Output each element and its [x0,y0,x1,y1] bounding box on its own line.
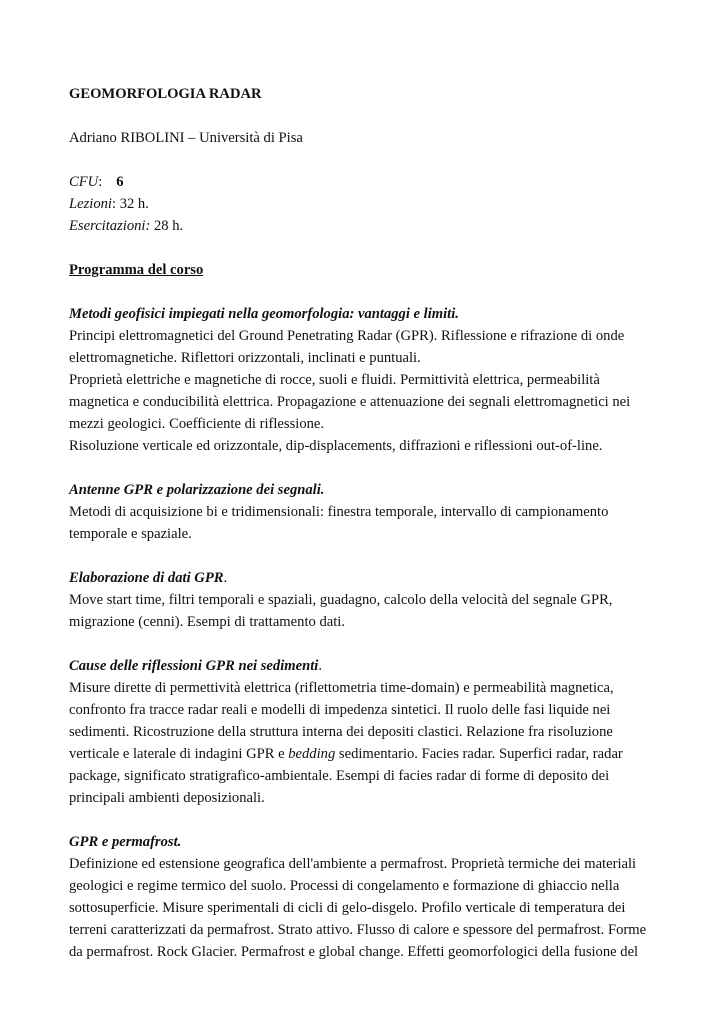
author-line: Adriano RIBOLINI – Università di Pisa [69,130,303,146]
section-paragraph: Definizione ed estensione geografica dell'ambiente a permafrost. Proprietà termiche dei materiali geologici e regime termico del suolo. Processi di congelamento e formazione di ghiaccio nella sottosuperficie. Misure sperimentali di cicli di gelo-disgelo. Profilo verticale di temperatura dei terreni caratterizzati da permafrost. Strato attivo. Flusso di calore e spessore del permafrost. Forme da permafrost. Rock Glacier. Permafrost e global change. Effetti geomorfologici della fusione del [69,856,647,960]
section-paragraph: Proprietà elettriche e magnetiche di rocce, suoli e fluidi. Permittività elettrica, permeabilità magnetica e conducibilità elettrica. Propagazione e attenuazione dei segnali elettromagnetici nei mezzi geologici. Coefficiente di riflessione. [69,372,631,432]
cfu-line: CFU: 6 [69,174,124,190]
section-heading-line: Elaborazione di dati GPR. [69,570,228,586]
section-heading: Antenne GPR e polarizzazione dei segnali. [69,482,325,498]
section-metodi-geofisici [69,303,659,457]
program-heading: Programma del corso [69,262,204,278]
cfu-value: 6 [116,174,124,190]
section-heading: Elaborazione di dati GPR [69,570,224,586]
section-paragraph: Risoluzione verticale ed orizzontale, dip-displacements, diffrazioni e riflessioni out-of-line. [69,438,603,454]
lezioni-value: 32 h. [119,196,149,212]
esercitazioni-label: Esercitazioni: [69,218,151,234]
section-heading: Metodi geofisici impiegati nella geomorfologia: vantaggi e limiti. [69,306,459,322]
section-paragraph: Move start time, filtri temporali e spaziali, guadagno, calcolo della velocità del segnale GPR, migrazione (cenni). Esempi di trattamento dati. [69,592,613,630]
section-heading: GPR e permafrost. [69,834,182,850]
lezioni-label: Lezioni [69,196,112,212]
document-title: GEOMORFOLOGIA RADAR [69,86,262,102]
section-heading-line: Cause delle riflessioni GPR nei sedimenti. [69,658,322,674]
section-heading-line [69,303,659,325]
section-paragraph: Metodi di acquisizione bi e tridimensionali: finestra temporale, intervallo di campionamento temporale e spaziale. [69,504,609,542]
document-page [69,83,659,985]
italic-term: bedding [288,746,336,762]
section-heading-line [69,831,659,853]
cfu-label: CFU [69,174,99,190]
esercitazioni-value: 28 h. [154,218,184,234]
esercitazioni-line [69,215,659,237]
section-paragraph: Misure dirette di permettività elettrica (riflettometria time-domain) e permeabilità magnetica, confronto fra tracce radar reali e modelli di impedenza sintetici. Il ruolo delle fasi liquide nei sedimenti. Ricostruzione della struttura interna dei depositi clastici. Relazione fra risoluzione verticale e laterale di indagini GPR e bedding sedimentario. Facies radar. Superfici radar, radar package, significato stratigrafico-ambientale. Esempi di facies radar di forme di deposito dei principali ambienti deposizionali. [69,680,623,806]
section-cause-riflessioni [69,655,659,809]
course-meta [69,171,659,237]
section-gpr-permafrost [69,831,659,963]
section-paragraph: Principi elettromagnetici del Ground Penetrating Radar (GPR). Riflessione e rifrazione di onde elettromagnetiche. Riflettori orizzontali, inclinati e puntuali. [69,328,625,366]
section-antenne-gpr [69,479,659,545]
section-heading-line [69,479,659,501]
section-elaborazione-dati [69,567,659,633]
lezioni-line: Lezioni: 32 h. [69,196,149,212]
section-heading: Cause delle riflessioni GPR nei sedimenti [69,658,319,674]
